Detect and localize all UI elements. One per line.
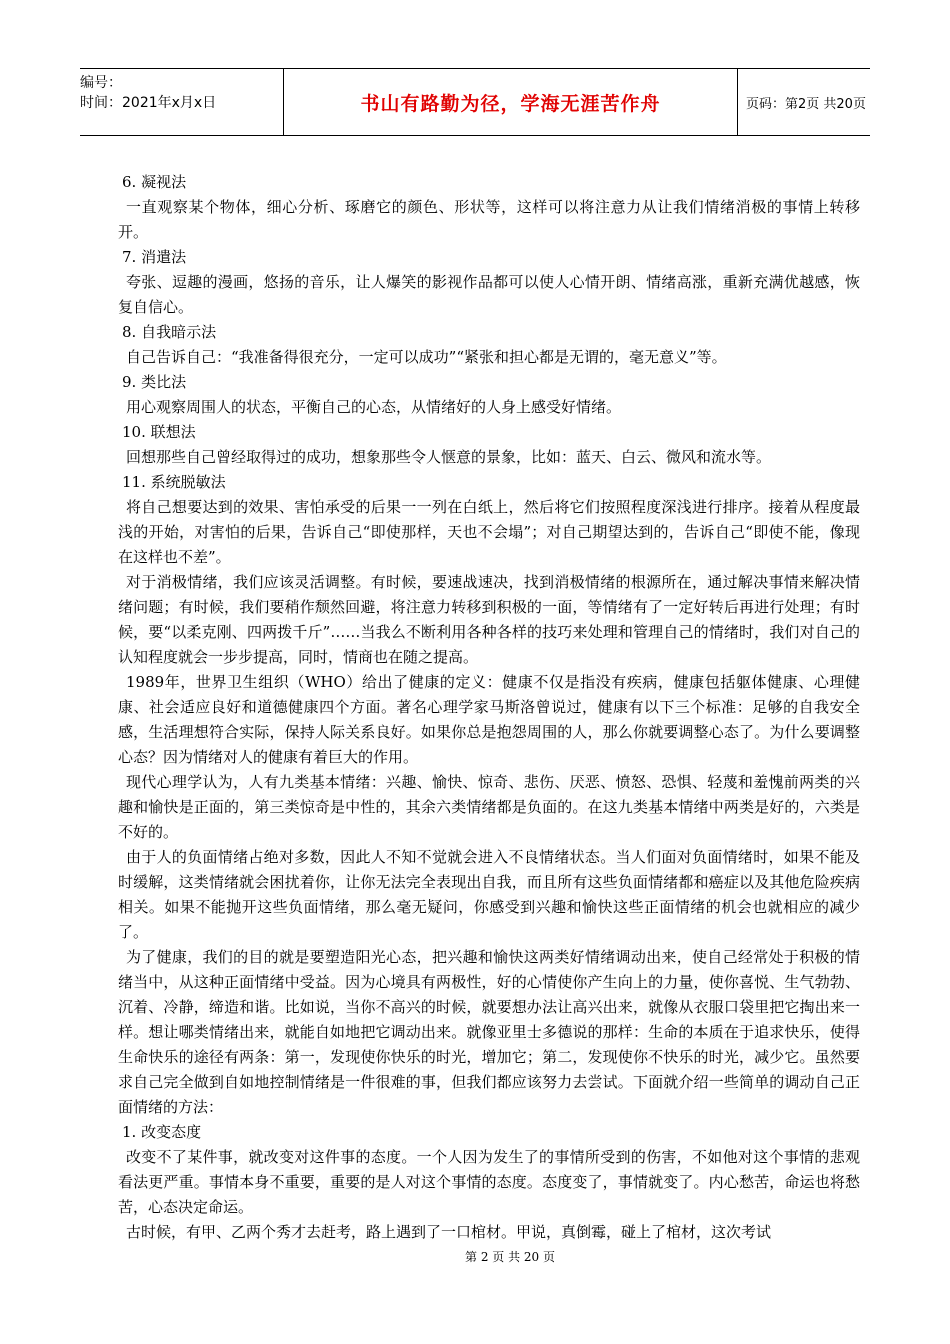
body-paragraph: 自己告诉自己：“我准备得很充分，一定可以成功”“紧张和担心都是无谓的，毫无意义”等。 — [126, 348, 727, 366]
body-paragraph: 对于消极情绪，我们应该灵活调整。有时候，要速战速决，找到消极情绪的根源所在，通过解决事情来解决情绪问题；有时候，我们要稍作颓然回避，将注意力转移到积极的一面，等情绪有了一定好转后再进行处理；有时候，要“以柔克刚、四两拨千斤”……当我么不断利用各种各样的技巧来处理和管理自己的情绪时，我们对自己的认知程度就会一步步提高，同时，情商也在随之提高。 — [118, 573, 860, 666]
time-label: 时间：2021年x月x日 — [80, 95, 217, 111]
body-paragraph: 一直观察某个物体，细心分析、琢磨它的颜色、形状等，这样可以将注意力从让我们情绪消极的事情上转移开。 — [118, 198, 860, 241]
header-meta — [80, 69, 284, 135]
body-paragraph: 用心观察周围人的状态，平衡自己的心态，从情绪好的人身上感受好情绪。 — [126, 398, 622, 416]
section-heading: 6. 凝视法 — [122, 173, 187, 191]
header-page-code: 页码：第2页 共20页 — [746, 96, 866, 112]
body-paragraph: 现代心理学认为，人有九类基本情绪：兴趣、愉快、惊奇、悲伤、厌恶、愤怒、恐惧、轻蔑和羞愧前两类的兴趣和愉快是正面的，第三类惊奇是中性的，其余六类情绪都是负面的。在这九类基本情绪中两类是好的，六类是不好的。 — [118, 773, 860, 841]
document-body — [118, 170, 860, 1245]
section-heading: 11. 系统脱敏法 — [122, 473, 226, 491]
body-paragraph: 改变不了某件事，就改变对这件事的态度。一个人因为发生了的事情所受到的伤害，不如他对这个事情的悲观看法更严重。事情本身不重要，重要的是人对这个事情的态度。态度变了，事情就变了。内心愁苦，命运也将愁苦，心态决定命运。 — [118, 1148, 860, 1216]
section-heading: 10. 联想法 — [122, 423, 196, 441]
section-heading: 1. 改变态度 — [122, 1123, 202, 1141]
header-motto: 书山有路勤为径，学海无涯苦作舟 — [284, 69, 738, 135]
body-paragraph: 回想那些自己曾经取得过的成功，想象那些令人惬意的景象，比如：蓝天、白云、微风和流水等。 — [126, 448, 772, 466]
body-paragraph: 为了健康，我们的目的就是要塑造阳光心态，把兴趣和愉快这两类好情绪调动出来，使自己经常处于积极的情绪当中，从这种正面情绪中受益。因为心境具有两极性，好的心情使你产生向上的力量，使你喜悦、生气勃勃、沉着、冷静，缔造和谐。比如说，当你不高兴的时候，就要想办法让高兴出来，就像从衣服口袋里把它掏出来一样。想让哪类情绪出来，就能自如地把它调动出来。就像亚里士多德说的那样：生命的本质在于追求快乐，使得生命快乐的途径有两条：第一，发现使你快乐的时光，增加它；第二，发现使你不快乐的时光，减少它。虽然要求自己完全做到自如地控制情绪是一件很难的事，但我们都应该努力去尝试。下面就介绍一些简单的调动自己正面情绪的方法： — [118, 948, 860, 1116]
body-paragraph: 夸张、逗趣的漫画，悠扬的音乐，让人爆笑的影视作品都可以使人心情开朗、情绪高涨，重新充满优越感，恢复自信心。 — [118, 273, 860, 316]
body-paragraph: 由于人的负面情绪占绝对多数，因此人不知不觉就会进入不良情绪状态。当人们面对负面情绪时，如果不能及时缓解，这类情绪就会困扰着你，让你无法完全表现出自我，而且所有这些负面情绪都和癌症以及其他危险疾病相关。如果不能抛开这些负面情绪，那么毫无疑问，你感受到兴趣和愉快这些正面情绪的机会也就相应的减少了。 — [118, 848, 860, 941]
page-footer: 第 2 页 共 20 页 — [465, 1250, 555, 1264]
body-paragraph: 1989年，世界卫生组织（WHO）给出了健康的定义：健康不仅是指没有疾病，健康包括躯体健康、心理健康、社会适应良好和道德健康四个方面。著名心理学家马斯洛曾说过，健康有以下三个标准：足够的自我安全感，生活理想符合实际，保持人际关系良好。如果你总是抱怨周围的人，那么你就要调整心态了。为什么要调整心态？因为情绪对人的健康有着巨大的作用。 — [118, 673, 860, 766]
section-heading: 8. 自我暗示法 — [122, 323, 217, 341]
body-paragraph: 古时候，有甲、乙两个秀才去赶考，路上遇到了一口棺材。甲说，真倒霉，碰上了棺材，这次考试 — [126, 1223, 772, 1241]
page-header — [80, 68, 870, 136]
section-heading: 7. 消遣法 — [122, 248, 187, 266]
body-paragraph: 将自己想要达到的效果、害怕承受的后果一一列在白纸上，然后将它们按照程度深浅进行排序。接着从程度最浅的开始，对害怕的后果，告诉自己“即使那样，天也不会塌”；对自己期望达到的，告诉自己“即使不能，像现在这样也不差”。 — [118, 498, 860, 566]
number-label: 编号： — [80, 75, 122, 91]
section-heading: 9. 类比法 — [122, 373, 187, 391]
